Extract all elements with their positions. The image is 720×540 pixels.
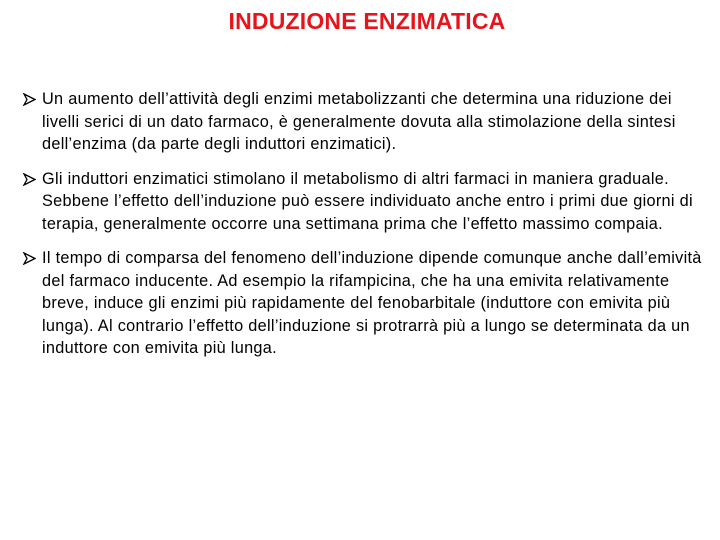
- bullet-text: Un aumento dell’attività degli enzimi metabolizzanti che determina una riduzione dei livelli serici di un dato farmaco, è generalmente dovuta alla stimolazione della sintesi dell’enzima (da parte degli induttori enzimatici).: [42, 90, 676, 153]
- bullet-item: [22, 168, 702, 236]
- arrowhead-bullet-icon: [22, 88, 38, 110]
- bullet-item: [22, 88, 702, 156]
- slide-title: INDUZIONE ENZIMATICA: [228, 8, 506, 34]
- bullet-text: Gli induttori enzimatici stimolano il metabolismo di altri farmaci in maniera graduale. Sebbene l’effetto dell’induzione può essere individuato anche entro i primi due giorni di terapia, generalmente occorre una settimana prima che l’effetto massimo compaia.: [42, 169, 693, 233]
- arrowhead-bullet-icon: [22, 168, 38, 190]
- bullet-item: [22, 247, 702, 360]
- bullet-list: [22, 88, 702, 360]
- bullet-text: Il tempo di comparsa del fenomeno dell’induzione dipende comunque anche dall’emività del farmaco inducente. Ad esempio la rifampicina, che ha una emivita relativamente breve, induce gli enzimi più rapidamente del fenobarbitale (induttore con emivita più lunga). Al contrario l’effetto dell’induzione si protrarrà più a lungo se determinata da un induttore con emivita più lunga.: [42, 249, 702, 357]
- arrowhead-bullet-icon: [22, 247, 38, 269]
